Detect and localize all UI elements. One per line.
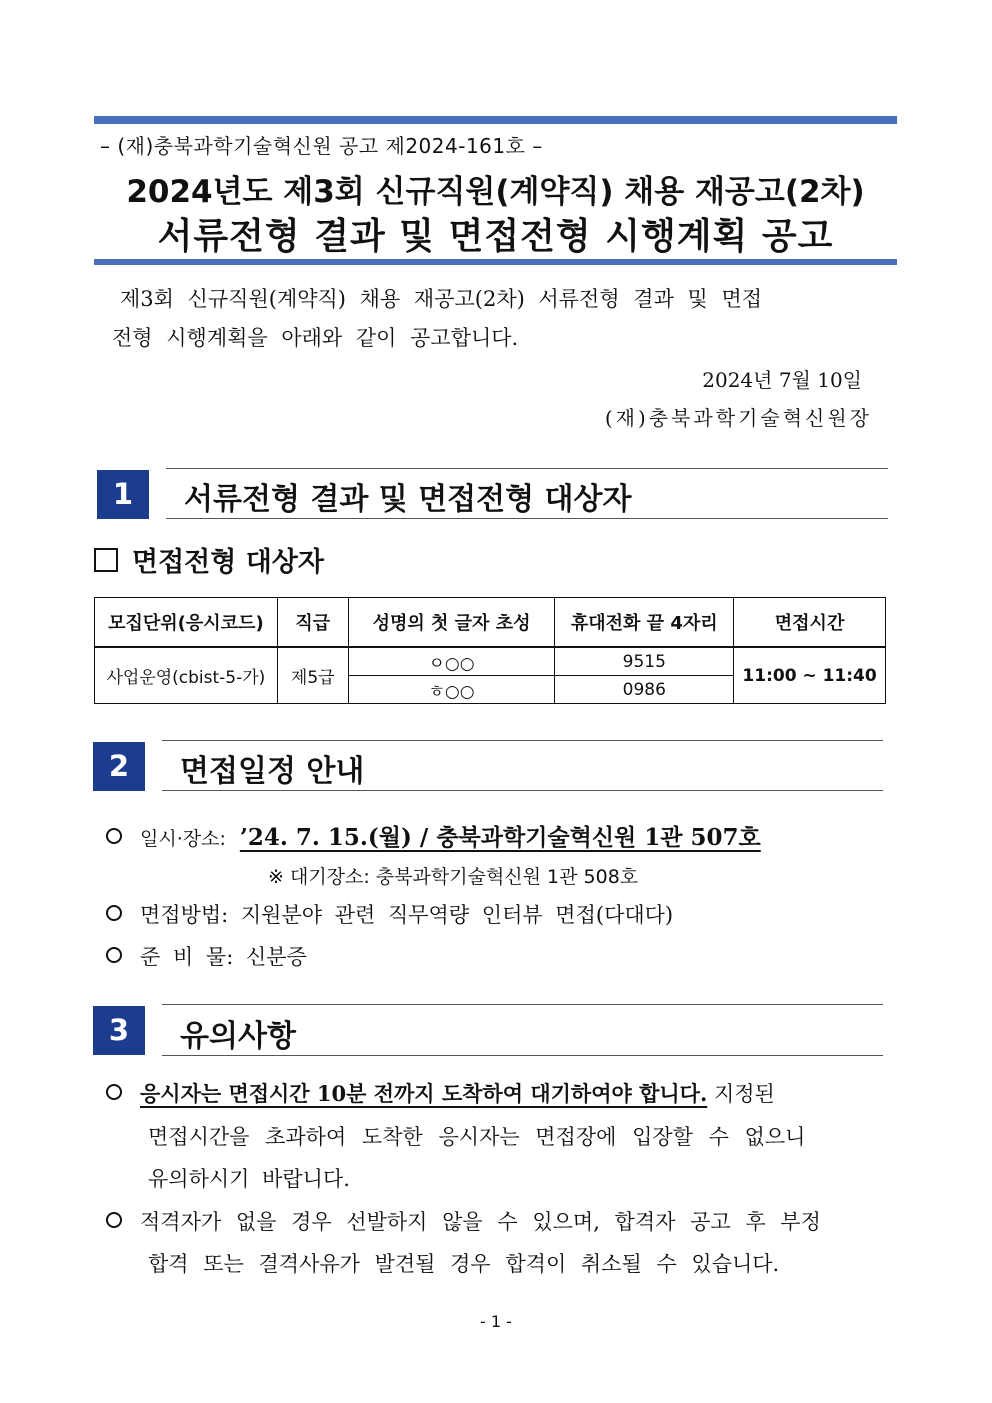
recruitment-unit-cell: 사업운영(cbist-5-가) bbox=[95, 647, 278, 704]
section1-number-badge: 1 bbox=[97, 470, 149, 519]
subheading-text: 면접전형 대상자 bbox=[132, 547, 324, 578]
circle-bullet-icon bbox=[106, 1084, 122, 1100]
table-header-cell: 직급 bbox=[277, 598, 348, 648]
table-header-row bbox=[95, 598, 886, 648]
circle-bullet-icon bbox=[106, 828, 122, 844]
section2-number-badge: 2 bbox=[93, 742, 145, 791]
notice-line2: 면접시간을 초과하여 도착한 응시자는 면접장에 입장할 수 없으니 bbox=[148, 1125, 806, 1149]
schedule-label: 일시·장소: bbox=[140, 828, 226, 850]
page-title-line2: 서류전형 결과 및 면접전형 시행계획 공고 bbox=[157, 216, 834, 257]
notice-line3: 유의하시기 바랍니다. bbox=[148, 1167, 350, 1191]
section3-bottom-line bbox=[162, 1055, 883, 1056]
table-header-cell: 휴대전화 끝 4자리 bbox=[555, 598, 734, 648]
table-row bbox=[95, 647, 886, 676]
page-title-line1: 2024년도 제3회 신규직원(계약직) 채용 재공고(2차) bbox=[126, 174, 865, 210]
list-item bbox=[106, 819, 761, 852]
checkbox-square-icon bbox=[94, 548, 118, 572]
interview-time-cell: 11:00 ~ 11:40 bbox=[734, 647, 886, 704]
section1-top-line bbox=[166, 468, 888, 469]
section2-title: 면접일정 안내 bbox=[180, 754, 365, 789]
circle-bullet-icon bbox=[106, 947, 122, 963]
section1-title: 서류전형 결과 및 면접전형 대상자 bbox=[184, 482, 632, 517]
table-header-cell: 면접시간 bbox=[734, 598, 886, 648]
table-header-cell: 성명의 첫 글자 초성 bbox=[348, 598, 555, 648]
initial-cell: ㅎ○○ bbox=[348, 676, 555, 704]
circle-bullet-icon bbox=[106, 905, 122, 921]
phone-cell: 0986 bbox=[555, 676, 734, 704]
notice-emphasis: 응시자는 면접시간 10분 전까지 도착하여 대기하여야 합니다. bbox=[140, 1081, 708, 1106]
intro-line2: 전형 시행계획을 아래와 같이 공고합니다. bbox=[112, 326, 519, 350]
interview-method-text: 면접방법: 지원분야 관련 직무역량 인터뷰 면접(다대다) bbox=[140, 903, 674, 927]
section3-number-badge: 3 bbox=[93, 1006, 145, 1055]
required-items-text: 준 비 물: 신분증 bbox=[140, 945, 307, 969]
list-item bbox=[106, 941, 307, 971]
grade-cell: 제5급 bbox=[277, 647, 348, 704]
page-number: - 1 - bbox=[480, 1312, 512, 1331]
announcement-date: 2024년 7월 10일 bbox=[702, 368, 862, 392]
section3-title: 유의사항 bbox=[180, 1019, 296, 1054]
announcement-number: – (재)충북과학기술혁신원 공고 제2024-161호 – bbox=[100, 134, 543, 158]
schedule-value: ’24. 7. 15.(월) / 충북과학기술혁신원 1관 507호 bbox=[239, 824, 761, 851]
section1-bottom-line bbox=[166, 518, 888, 519]
list-item bbox=[106, 1078, 775, 1108]
list-item bbox=[106, 899, 673, 929]
interview-candidates-table bbox=[94, 597, 886, 704]
section3-top-line bbox=[162, 1004, 883, 1005]
phone-cell: 9515 bbox=[555, 647, 734, 676]
waiting-room-note: ※ 대기장소: 충북과학기술혁신원 1관 508호 bbox=[268, 866, 639, 888]
section2-top-line bbox=[162, 740, 883, 741]
table-header-cell: 모집단위(응시코드) bbox=[95, 598, 278, 648]
disqualification-line2: 합격 또는 결격사유가 발견될 경우 합격이 취소될 수 있습니다. bbox=[148, 1252, 780, 1276]
notice-text: 지정된 bbox=[713, 1082, 775, 1106]
section2-bottom-line bbox=[162, 790, 883, 791]
header-bottom-rule bbox=[94, 259, 897, 265]
subheading-interview-targets bbox=[94, 540, 324, 579]
signer-name: (재)충북과학기술혁신원장 bbox=[604, 406, 872, 430]
initial-cell: ㅇ○○ bbox=[348, 647, 555, 676]
disqualification-line1: 적격자가 없을 경우 선발하지 않을 수 있으며, 합격자 공고 후 부정 bbox=[140, 1210, 821, 1234]
circle-bullet-icon bbox=[106, 1212, 122, 1228]
list-item bbox=[106, 1206, 821, 1236]
header-top-rule bbox=[94, 116, 897, 124]
intro-line1: 제3회 신규직원(계약직) 채용 재공고(2차) 서류전형 결과 및 면접 bbox=[120, 287, 763, 311]
